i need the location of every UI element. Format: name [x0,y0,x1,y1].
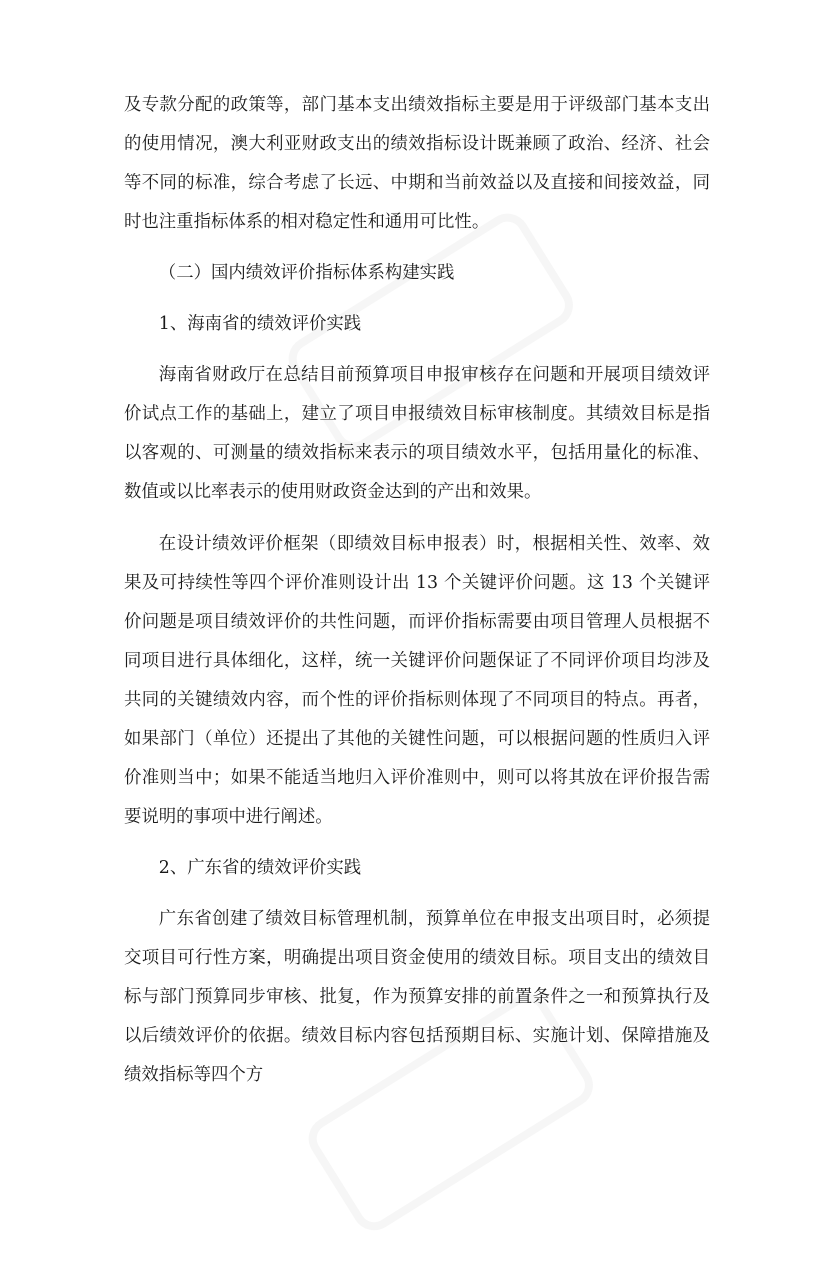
paragraph: 广东省创建了绩效目标管理机制，预算单位在申报支出项目时，必须提交项目可行性方案，明确提出项目资金使用的绩效目标。项目支出的绩效目标与部门预算同步审核、批复，作为预算安排的前置条件之一和预算执行及以后绩效评价的依据。绩效目标内容包括预期目标、实施计划、保障措施及绩效指标等四个方 [124,909,710,1085]
body-text [124,86,710,1095]
section-heading: （二）国内绩效评价指标体系构建实践 [158,263,455,283]
paragraph: 海南省财政厅在总结目前预算项目申报审核存在问题和开展项目绩效评价试点工作的基础上，建立了项目申报绩效目标审核制度。其绩效目标是指以客观的、可测量的绩效指标来表示的项目绩效水平，包括用量化的标准、数值或以比率表示的使用财政资金达到的产出和效果。 [124,365,710,502]
subsection-heading: 2、广东省的绩效评价实践 [158,858,362,878]
paragraph: 在设计绩效评价框架（即绩效目标申报表）时，根据相关性、效率、效果及可持续性等四个评价准则设计出 13 个关键评价问题。这 13 个关键评价问题是项目绩效评价的共性问题，而评价指标需要由项目管理人员根据不同项目进行具体细化，这样，统一关键评价问题保证了不同评价项目均涉及共同的关键绩效内容，而个性的评价指标则体现了不同项目的特点。再者，如果部门（单位）还提出了其他的关键性问题，可以根据问题的性质归入评价准则当中；如果不能适当地归入评价准则中，则可以将其放在评价报告需要说明的事项中进行阐述。 [124,534,710,827]
subsection-heading: 1、海南省的绩效评价实践 [158,314,362,334]
paragraph-continuation: 及专款分配的政策等，部门基本支出绩效指标主要是用于评级部门基本支出的使用情况，澳大利亚财政支出的绩效指标设计既兼顾了政治、经济、社会等不同的标准，综合考虑了长远、中期和当前效益以及直接和间接效益，同时也注重指标体系的相对稳定性和通用可比性。 [124,95,710,232]
